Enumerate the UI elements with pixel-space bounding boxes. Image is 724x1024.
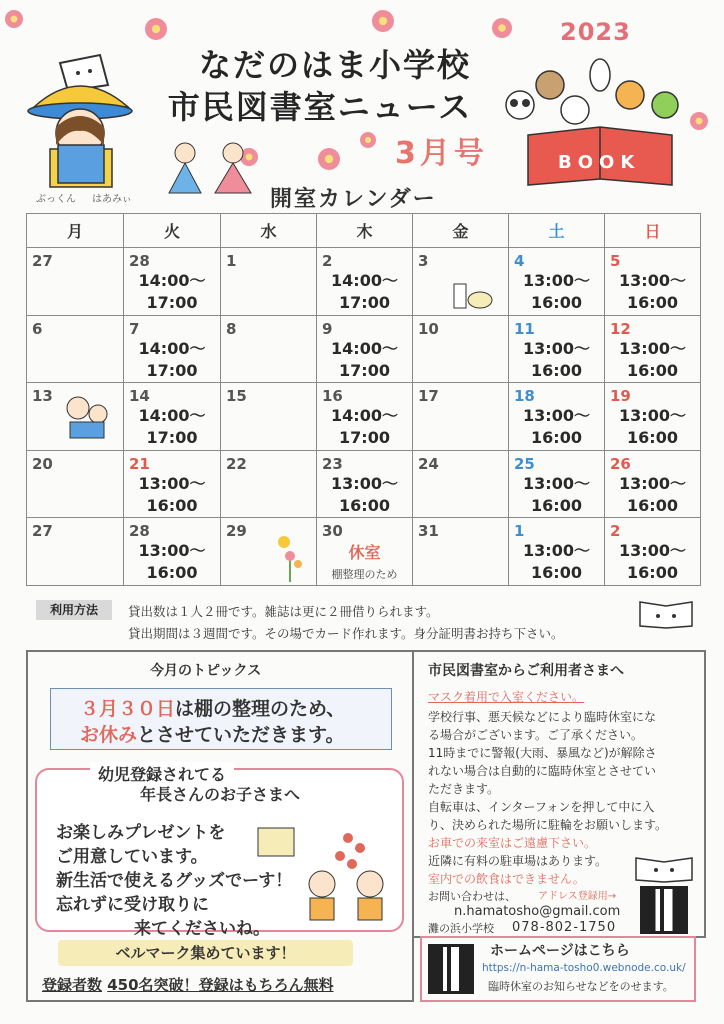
calendar-day-number: 27 xyxy=(32,522,53,540)
bellmark-count-number: 450名突破！ xyxy=(107,976,199,994)
calendar-day-number: 4 xyxy=(514,252,525,270)
flower-decoration xyxy=(318,148,340,170)
calendar-open-hours: 14:00～ 17:00 xyxy=(138,271,206,312)
calendar-day-number: 22 xyxy=(226,454,247,473)
flower-decoration xyxy=(5,10,23,28)
calendar-day-cell xyxy=(509,450,605,518)
calendar-day-cell xyxy=(27,450,124,518)
calendar-day-number: 19 xyxy=(610,387,631,405)
weekday-header: 金 xyxy=(413,214,509,248)
year-label: 2023 xyxy=(560,18,631,46)
calendar-open-hours: 13:00～ 16:00 xyxy=(619,473,686,515)
parent-child-reading-illustration xyxy=(60,392,115,442)
calendar-day-number: 16 xyxy=(322,387,343,405)
calendar-day-number: 5 xyxy=(610,252,621,270)
calendar-day-cell xyxy=(509,383,605,451)
weekday-header: 木 xyxy=(317,214,413,248)
bellmark-count-free: 登録はもちろん無料 xyxy=(198,976,334,994)
calendar-day-cell xyxy=(413,518,509,586)
banner-line-1-text: は棚の整理のため、 xyxy=(175,698,346,720)
usage-label: 利用方法 xyxy=(36,600,112,620)
caption-bukkun: ぶっくん xyxy=(36,194,76,205)
calendar-day-number: 21 xyxy=(129,454,150,473)
calendar-table xyxy=(26,213,701,586)
calendar-day-cell xyxy=(27,518,124,586)
calendar-day-number: 12 xyxy=(610,319,631,338)
calendar-day-number: 11 xyxy=(514,319,535,338)
calendar-closed-note: 棚整理のため xyxy=(331,568,398,581)
calendar-weekday-row xyxy=(27,214,701,248)
calendar-day-cell xyxy=(317,518,413,586)
homepage-qr-code[interactable] xyxy=(428,944,474,994)
food-notice: 室内での飲食はできません。 xyxy=(428,872,585,886)
calendar-day-cell xyxy=(27,315,124,383)
calendar-day-number: 24 xyxy=(418,454,439,473)
flower-decoration xyxy=(360,132,376,148)
calendar-day-number: 28 xyxy=(129,522,150,540)
calendar-day-cell xyxy=(221,315,317,383)
weekday-header: 月 xyxy=(27,214,124,248)
contact-label: お問い合わせは、 xyxy=(428,890,516,903)
calendar-day-cell xyxy=(124,450,221,518)
notice-p2-line2: れない場合は自動的に臨時休室とさせてい xyxy=(428,764,657,778)
calendar-day-number: 8 xyxy=(226,319,237,338)
calendar-day-cell xyxy=(221,450,317,518)
gift-line-4: 忘れずに受け取りに xyxy=(56,895,209,915)
calendar-day-cell xyxy=(605,450,701,518)
calendar-open-hours: 13:00～ 16:00 xyxy=(138,541,206,582)
calendar-open-hours: 14:00～ 17:00 xyxy=(331,338,398,380)
bellmark-count xyxy=(42,974,334,995)
calendar-open-hours: 14:00～ 17:00 xyxy=(138,406,206,447)
notice-p2-line1: 11時までに警報(大雨、暴風など)が解除さ xyxy=(428,746,657,760)
bellmark-title: ベルマーク集めています！ xyxy=(58,940,353,966)
calendar-day-cell xyxy=(605,383,701,451)
banner-line-2 xyxy=(80,720,345,747)
caption-haamii: はあみぃ xyxy=(92,194,132,205)
calendar-day-cell xyxy=(221,383,317,451)
calendar-day-number: 26 xyxy=(610,454,631,473)
calendar-day-number: 3 xyxy=(418,252,429,270)
gift-line-1: お楽しみプレゼントを xyxy=(56,823,226,843)
notice-p1-line1: 学校行事、悪天候などにより臨時休室にな xyxy=(428,710,657,724)
gift-line-2: ご用意しています。 xyxy=(56,847,208,867)
open-book-face-illustration xyxy=(638,596,694,630)
calendar-day-number: 30 xyxy=(322,522,343,540)
calendar-day-cell xyxy=(509,518,605,586)
calendar-week-row xyxy=(27,450,701,518)
weekday-header: 水 xyxy=(221,214,317,248)
open-book-face-illustration xyxy=(634,852,694,884)
school-name: 灘の浜小学校 xyxy=(428,922,494,935)
calendar-day-number: 20 xyxy=(32,454,53,473)
notice-p3-line2: り、決められた場所に駐輪をお願いします。 xyxy=(428,818,668,832)
gift-line-3: 新生活で使えるグッズでーす！ xyxy=(56,871,293,891)
calendar-day-number: 7 xyxy=(129,319,140,338)
homepage-note: 臨時休室のお知らせなどをのせます。 xyxy=(488,980,674,993)
email-qr-code[interactable] xyxy=(640,886,688,934)
calendar-day-cell xyxy=(317,248,413,316)
address-register-label: アドレス登録用→ xyxy=(538,891,617,902)
notice-p2-line3: ただきます。 xyxy=(428,782,500,796)
calendar-day-number: 2 xyxy=(322,252,333,270)
calendar-day-number: 18 xyxy=(514,387,535,405)
kinder-heading-1: 幼児登録されてる xyxy=(90,762,234,785)
calendar-day-number: 6 xyxy=(32,319,43,338)
sake-mochi-illustration xyxy=(450,270,494,310)
calendar-open-hours: 13:00～ 16:00 xyxy=(138,473,206,515)
calendar-open-hours: 13:00～ 16:00 xyxy=(619,541,686,582)
butterfly-flowers-illustration xyxy=(270,532,310,584)
calendar-day-cell xyxy=(413,450,509,518)
calendar-open-hours: 13:00～ 16:00 xyxy=(331,473,398,515)
calendar-day-number: 1 xyxy=(514,522,525,540)
calendar-open-hours: 13:00～ 16:00 xyxy=(523,406,590,447)
notice-p3-line1: 自転車は、インターフォンを押して中に入 xyxy=(428,800,655,814)
parking-notice: 近隣に有料の駐車場はあります。 xyxy=(428,854,608,868)
kinder-heading-2: 年長さんのお子さまへ xyxy=(140,785,301,804)
calendar-day-cell xyxy=(221,248,317,316)
calendar-open-hours: 14:00～ 17:00 xyxy=(138,338,206,380)
calendar-day-number: 29 xyxy=(226,522,247,540)
calendar-day-cell xyxy=(509,248,605,316)
book-label: BOOK xyxy=(558,152,641,173)
calendar-open-hours: 13:00～ 16:00 xyxy=(523,473,590,515)
calendar-title: 開室カレンダー xyxy=(270,187,437,212)
calendar-week-row xyxy=(27,518,701,586)
flower-decoration xyxy=(492,18,512,38)
usage-line-1: 貸出数は１人２冊です。雑誌は更に２冊借りられます。 xyxy=(128,604,439,619)
calendar-day-number: 23 xyxy=(322,454,343,473)
calendar-closed-label: 休室 xyxy=(348,543,381,562)
calendar-day-number: 31 xyxy=(418,522,439,540)
calendar-day-number: 15 xyxy=(226,387,247,405)
calendar-day-number: 25 xyxy=(514,454,535,473)
contact-email[interactable]: n.hamatosho@gmail.com xyxy=(454,904,621,919)
calendar-week-row xyxy=(27,315,701,383)
calendar-day-cell xyxy=(124,383,221,451)
calendar-day-number: 10 xyxy=(418,319,439,338)
calendar-open-hours: 14:00～ 17:00 xyxy=(331,271,398,312)
calendar-week-row xyxy=(27,383,701,451)
calendar-open-hours: 13:00～ 16:00 xyxy=(619,271,686,312)
reading-girl-illustration xyxy=(20,45,140,190)
school-title: なだのはま小学校 xyxy=(198,46,471,84)
banner-line-1 xyxy=(80,694,345,721)
calendar-day-number: 14 xyxy=(129,387,150,405)
notice-p1-line2: る場合がございます。ご了承ください。 xyxy=(428,728,644,742)
calendar-open-hours: 13:00～ 16:00 xyxy=(523,338,590,380)
calendar-day-number: 28 xyxy=(129,252,150,270)
bellmark-count-label: 登録者数 xyxy=(42,976,103,994)
calendar-open-hours: 13:00～ 16:00 xyxy=(523,541,590,582)
calendar-open-hours: 13:00～ 16:00 xyxy=(619,338,686,380)
calendar-day-cell xyxy=(605,518,701,586)
calendar-day-cell xyxy=(27,248,124,316)
graduation-kids-illustration xyxy=(252,818,397,923)
contact-phone: 078-802-1750 xyxy=(512,920,617,935)
calendar-day-number: 9 xyxy=(322,319,333,338)
banner-rest-word: お休み xyxy=(80,724,138,746)
calendar-day-cell xyxy=(124,315,221,383)
calendar-week-row xyxy=(27,248,701,316)
mask-notice: マスク着用で入室ください。 xyxy=(428,690,585,704)
homepage-url[interactable]: https://n-hama-tosho0.webnode.co.uk/ xyxy=(482,962,686,974)
issue-label: 3月号 xyxy=(395,136,488,171)
topics-heading: 今月のトピックス xyxy=(150,663,262,679)
calendar-day-number: 13 xyxy=(32,387,53,405)
newsletter-title: 市民図書室ニュース xyxy=(167,88,473,126)
weekday-header: 火 xyxy=(124,214,221,248)
hina-dolls-illustration xyxy=(155,135,265,195)
calendar-day-cell xyxy=(413,315,509,383)
gift-line-5: 来てくださいね。 xyxy=(134,919,270,939)
calendar-day-number: 1 xyxy=(226,252,237,270)
notice-heading: 市民図書室からご利用者さまへ xyxy=(428,663,624,679)
calendar-day-cell xyxy=(317,450,413,518)
banner-date: ３月３０日 xyxy=(80,698,176,720)
calendar-day-number: 17 xyxy=(418,387,439,405)
car-notice: お車での来室はご遠慮下さい。 xyxy=(428,836,597,850)
calendar-day-cell xyxy=(605,248,701,316)
calendar-day-cell xyxy=(605,315,701,383)
weekday-header-sunday: 日 xyxy=(605,214,701,248)
calendar-day-number: 2 xyxy=(610,522,621,540)
calendar-open-hours: 13:00～ 16:00 xyxy=(523,271,590,312)
homepage-title: ホームページはこちら xyxy=(490,943,630,959)
calendar-open-hours: 14:00～ 17:00 xyxy=(331,406,398,447)
calendar-day-cell xyxy=(413,383,509,451)
calendar-day-cell xyxy=(317,315,413,383)
calendar-day-cell xyxy=(124,518,221,586)
weekday-header-saturday: 土 xyxy=(509,214,605,248)
flower-decoration xyxy=(372,10,394,32)
calendar-day-cell xyxy=(124,248,221,316)
flower-decoration xyxy=(145,18,167,40)
calendar-day-cell xyxy=(509,315,605,383)
animals-book-illustration xyxy=(500,55,700,195)
calendar-day-number: 27 xyxy=(32,252,53,270)
banner-line-2-text: とさせていただきます。 xyxy=(137,724,345,746)
usage-line-2: 貸出期間は３週間です。その場でカード作れます。身分証明書お持ち下さい。 xyxy=(128,626,564,641)
calendar-open-hours: 13:00～ 16:00 xyxy=(619,406,686,447)
calendar-day-cell xyxy=(317,383,413,451)
